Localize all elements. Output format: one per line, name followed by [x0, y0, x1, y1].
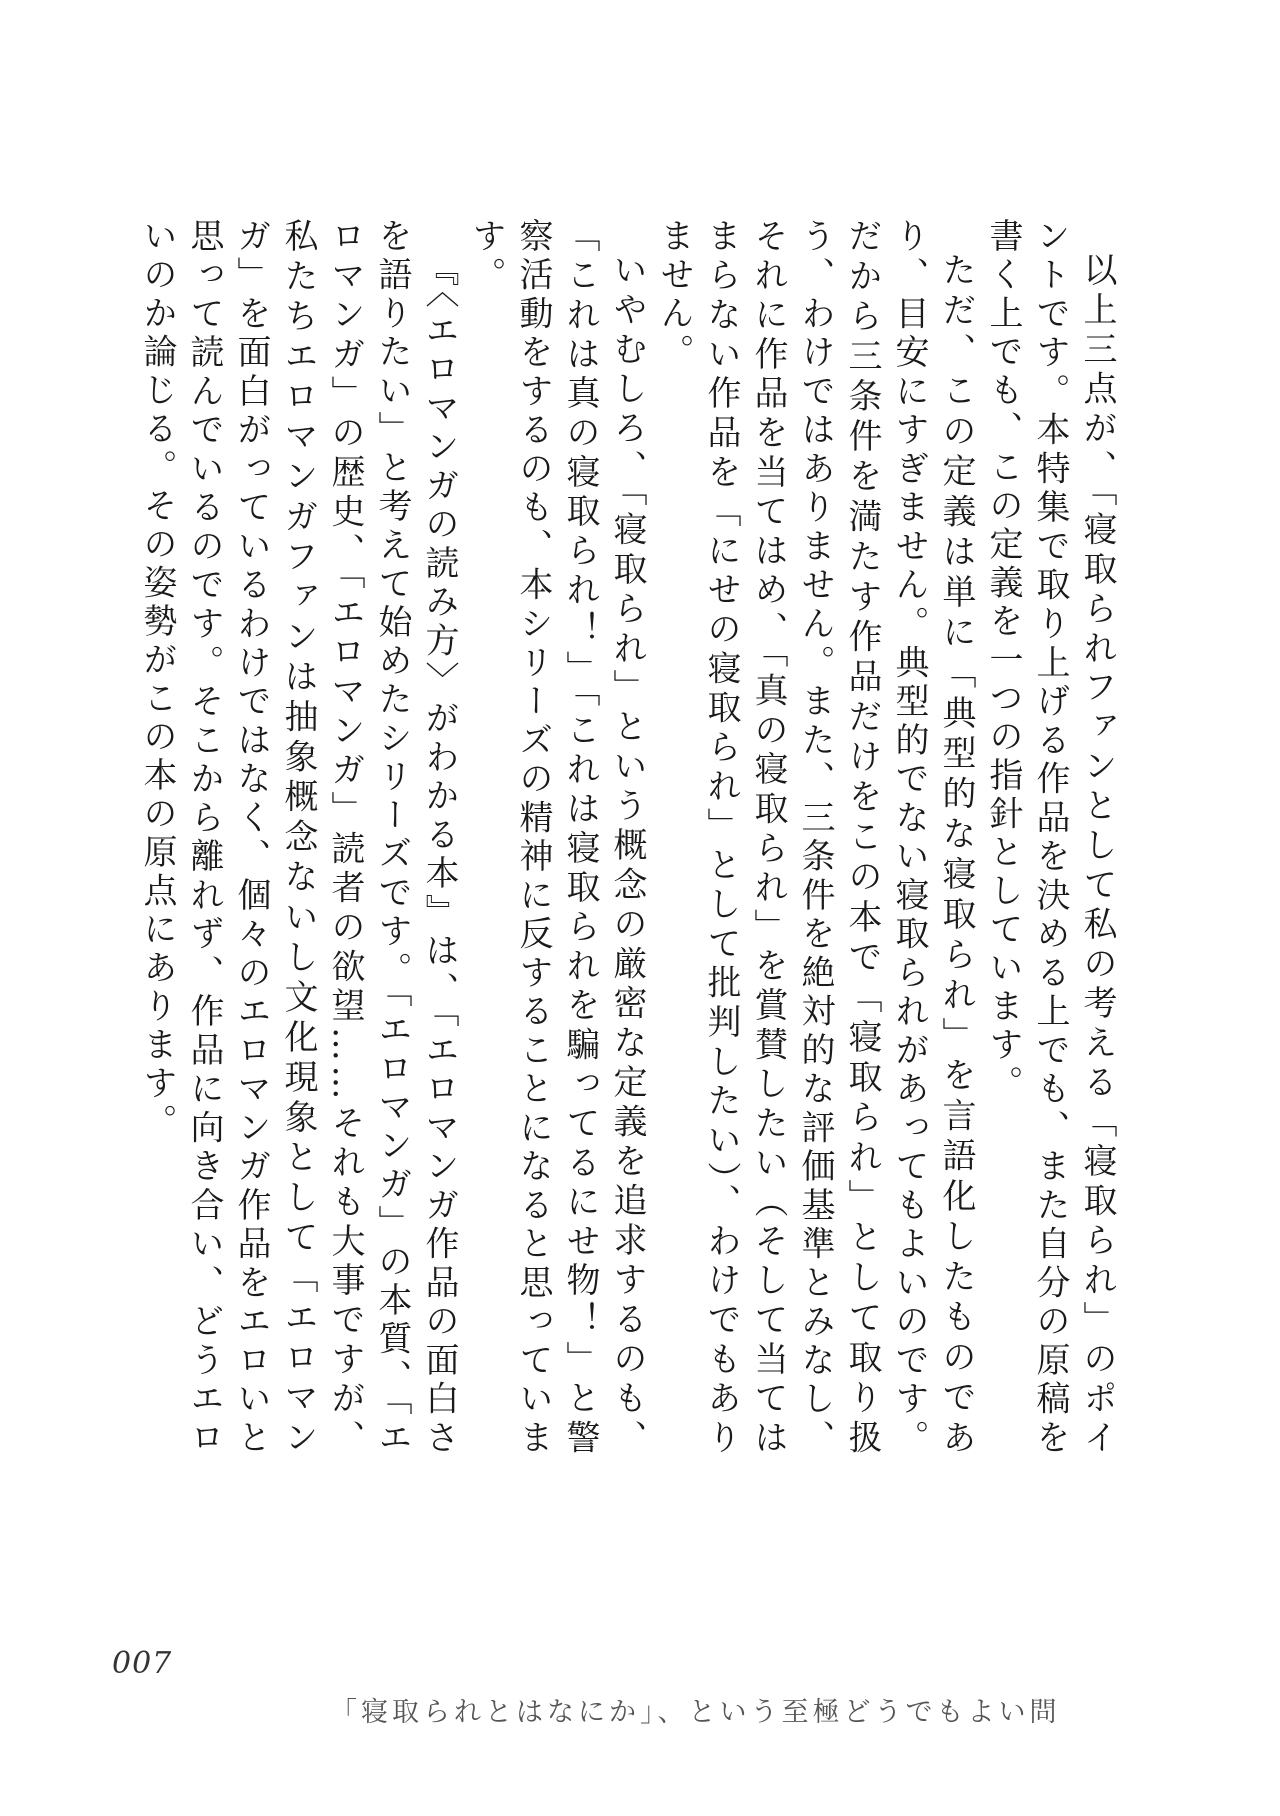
paragraph: いやむしろ、「寝取られ」という概念の厳密な定義を追求するのも、「これは真の寝取られ！」「これは寝取られを騙ってるにせ物！」と警察活動をするのも、本シリーズの精神に反することになると思っています。 [466, 218, 647, 1458]
paragraph: 以上三点が、「寝取られファンとして私の考える「寝取られ」のポイントです。本特集で取り上げる作品を決める上でも、また自分の原稿を書く上でも、この定義を一つの指針としています。 [983, 218, 1117, 1458]
body-text [137, 218, 1120, 1458]
page-number: 007 [112, 1646, 173, 1681]
paragraph: ただ、この定義は単に「典型的な寝取られ」を言語化したものであり、目安にすぎません。典型的でない寝取られがあってもよいのです。だから三条件を満たす作品だけをこの本で「寝取られ」として取り扱う、わけではありません。また、三条件を絶対的な評価基準とみなし、それに作品を当てはめ、「真の寝取られ」を賞賛したい（そして当てはまらない作品を「にせの寝取られ」として批判したい）、わけでもありません。 [654, 218, 976, 1458]
paragraph: 『〈エロマンガの読み方〉がわかる本』は、「エロマンガ作品の面白さを語りたい」と考えて始めたシリーズです。「エロマンガ」の本質、「エロマンガ」の歴史、「エロマンガ」読者の欲望……それも大事ですが、私たちエロマンガファンは抽象概念ないし文化現象として「エロマンガ」を面白がっているわけではなく、個々のエロマンガ作品をエロいと思って読んでいるのです。そこから離れず、作品に向き合い、どうエロいのか論じる。その姿勢がこの本の原点にあります。 [137, 218, 459, 1458]
running-title: 「寝取られとはなにか」、という至極どうでもよい問 [330, 1697, 1061, 1728]
